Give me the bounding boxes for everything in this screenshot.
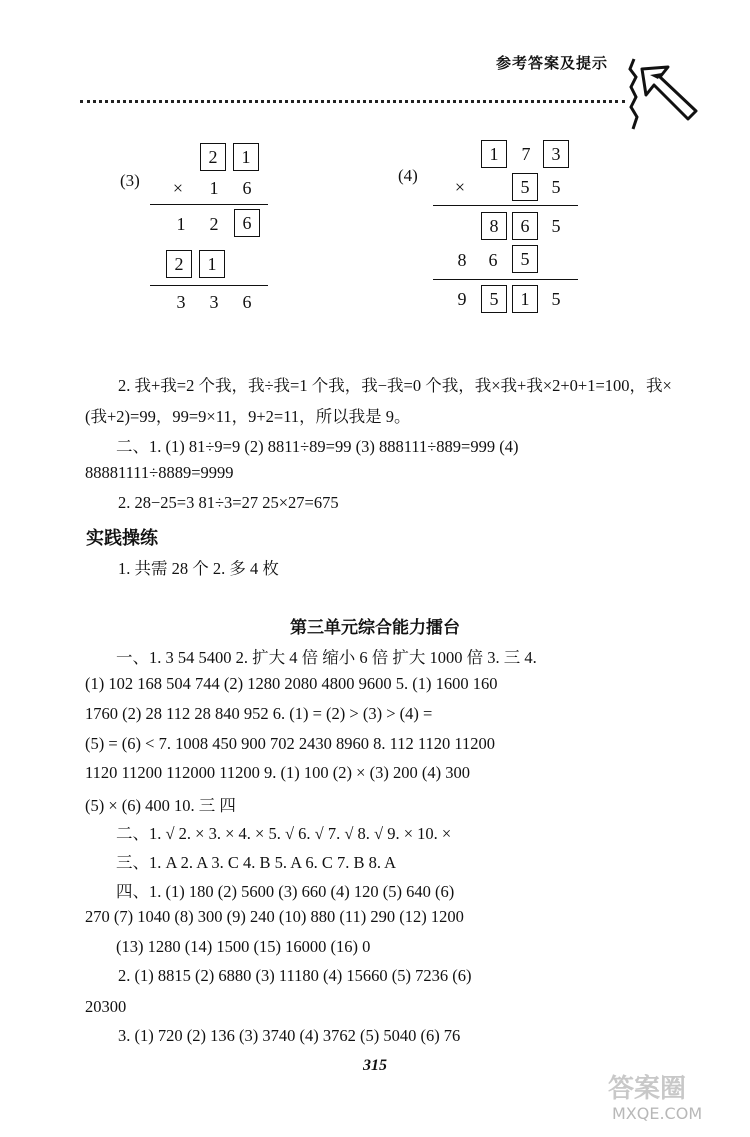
problem-label: (4) <box>398 166 418 185</box>
rule-line <box>433 279 578 280</box>
text-line: 88881111÷8889=9999 <box>85 463 234 482</box>
text-line: 20300 <box>85 997 127 1016</box>
watermark-url: MXQE.COM <box>612 1104 703 1123</box>
text-line: (5) × (6) 400 10. 三 四 <box>85 796 236 815</box>
text-line: 1120 11200 112000 11200 9. (1) 100 (2) × (3) 200 (4) 300 <box>85 763 470 782</box>
unit-heading: 第三单元综合能力擂台 <box>290 618 460 638</box>
text-line: 二、1. √ 2. × 3. × 4. × 5. √ 6. √ 7. √ 8. √ 9. × 10. × <box>116 824 452 843</box>
text-line: 3. (1) 720 (2) 136 (3) 3740 (4) 3762 (5) 5040 (6) 76 <box>118 1026 461 1045</box>
text-line: 1760 (2) 28 112 28 840 952 6. (1) = (2) > (3) > (4) = <box>85 704 433 723</box>
text-line: (13) 1280 (14) 1500 (15) 16000 (16) 0 <box>116 937 371 956</box>
rule-line <box>150 285 268 286</box>
answer-box: 5 <box>512 173 538 201</box>
rule-line <box>150 204 268 205</box>
digit: 1 <box>209 178 219 198</box>
section-heading: 实践操练 <box>86 528 158 549</box>
times-sign: × <box>454 177 466 197</box>
answer-box: 6 <box>234 209 260 237</box>
text-line: 二、1. (1) 81÷9=9 (2) 8811÷89=99 (3) 888111÷889=999 (4) <box>116 437 519 456</box>
text-line: 一、1. 3 54 5400 2. 扩大 4 倍 缩小 6 倍 扩大 1000 倍 3. 三 4. <box>116 648 537 667</box>
arrow-emblem-icon <box>628 55 708 133</box>
times-sign: × <box>172 178 184 198</box>
digit: 5 <box>551 177 561 197</box>
answer-box: 1 <box>512 285 538 313</box>
page-number: 315 <box>363 1057 387 1074</box>
digit: 8 <box>457 250 467 270</box>
text-line: 1. 共需 28 个 2. 多 4 枚 <box>118 559 279 578</box>
digit: 1 <box>176 214 186 234</box>
answer-box: 1 <box>199 250 225 278</box>
digit: 6 <box>488 250 498 270</box>
answer-box: 5 <box>481 285 507 313</box>
answer-box: 1 <box>481 140 507 168</box>
text-line: (我+2)=99，99=9×11，9+2=11，所以我是 9。 <box>85 407 411 426</box>
text-line: 2. 28−25=3 81÷3=27 25×27=675 <box>118 493 339 512</box>
answer-box: 3 <box>543 140 569 168</box>
text-line: 270 (7) 1040 (8) 300 (9) 240 (10) 880 (11) 290 (12) 1200 <box>85 907 464 926</box>
answer-box: 1 <box>233 143 259 171</box>
problem-label: (3) <box>120 171 140 190</box>
text-line: 2. 我+我=2 个我，我÷我=1 个我，我−我=0 个我，我×我+我×2+0+1=100，我× <box>118 376 672 395</box>
answer-box: 8 <box>481 212 507 240</box>
answer-box: 6 <box>512 212 538 240</box>
answer-box: 2 <box>200 143 226 171</box>
digit: 5 <box>551 289 561 309</box>
digit: 2 <box>209 214 219 234</box>
digit: 9 <box>457 289 467 309</box>
text-line: (1) 102 168 504 744 (2) 1280 2080 4800 9600 5. (1) 1600 160 <box>85 674 498 693</box>
text-line: 2. (1) 8815 (2) 6880 (3) 11180 (4) 15660 (5) 7236 (6) <box>118 966 472 985</box>
answer-box: 2 <box>166 250 192 278</box>
digit: 5 <box>551 216 561 236</box>
rule-line <box>433 205 578 206</box>
running-header: 参考答案及提示 <box>496 54 609 72</box>
watermark-logo: 答案圈 <box>608 1074 687 1104</box>
digit: 6 <box>242 292 252 312</box>
digit: 3 <box>176 292 186 312</box>
header-dotted-rule <box>80 100 625 103</box>
answer-box: 5 <box>512 245 538 273</box>
digit: 3 <box>209 292 219 312</box>
digit: 6 <box>242 178 252 198</box>
digit: 7 <box>521 144 531 164</box>
text-line: 四、1. (1) 180 (2) 5600 (3) 660 (4) 120 (5) 640 (6) <box>116 882 455 901</box>
text-line: (5) = (6) < 7. 1008 450 900 702 2430 8960 8. 112 1120 11200 <box>85 734 496 753</box>
text-line: 三、1. A 2. A 3. C 4. B 5. A 6. C 7. B 8. A <box>116 853 397 872</box>
